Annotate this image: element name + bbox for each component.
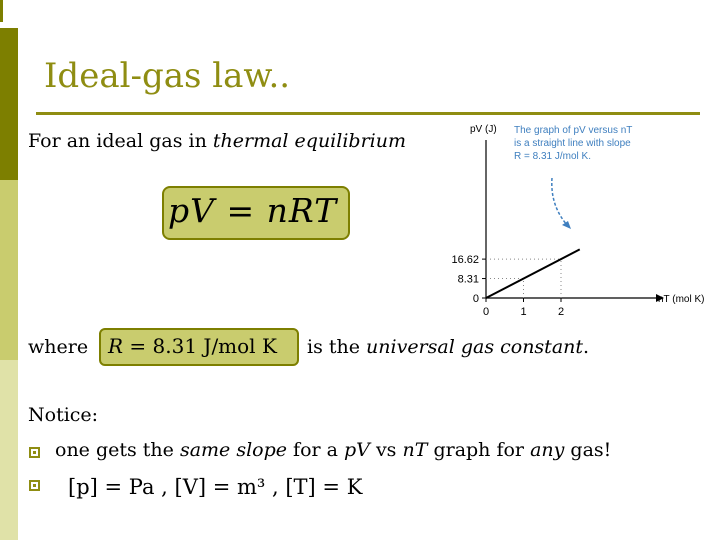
- desc-suffix: .: [583, 336, 590, 358]
- intro-emphasis: thermal equilibrium: [212, 130, 406, 152]
- x-axis-label: nT (mol K): [658, 294, 705, 305]
- x-tick-label: 2: [557, 306, 565, 318]
- gas-constant-number: = 8.31 J/mol K: [123, 334, 277, 358]
- bullet-icon: [29, 447, 40, 458]
- y-tick-label: 0: [472, 293, 479, 305]
- bullet-units: [p] = Pa , [V] = m³ , [T] = K: [68, 475, 363, 499]
- accent-segment-mid: [0, 180, 18, 360]
- accent-notch: [0, 0, 3, 22]
- b1-part-f: nT: [402, 439, 428, 461]
- x-tick-label: 0: [482, 306, 490, 318]
- desc-emphasis: universal gas constant: [366, 336, 584, 358]
- slide-title: Ideal-gas law..: [44, 56, 291, 96]
- b1-part-h: any: [530, 439, 565, 461]
- gas-constant-symbol: R: [108, 334, 124, 358]
- ideal-gas-equation: pV = nRT: [168, 191, 338, 230]
- accent-segment-light: [0, 360, 18, 540]
- left-accent-bar: [0, 0, 18, 540]
- intro-text: [28, 130, 406, 152]
- y-tick-label: 8.31: [457, 273, 479, 286]
- annotation-line-2: is a straight line with slope: [514, 138, 631, 149]
- where-label: where: [28, 336, 89, 358]
- title-divider: [36, 112, 700, 115]
- annotation-line-3: R = 8.31 J/mol K.: [514, 151, 591, 162]
- y-axis-label: pV (J): [470, 124, 497, 135]
- accent-segment-dark: [0, 28, 18, 180]
- annotation-line-1: The graph of pV versus nT: [514, 125, 633, 136]
- pv-vs-nt-graph: [440, 118, 720, 328]
- bullet-icon: [29, 480, 40, 491]
- b1-part-i: gas!: [564, 439, 612, 461]
- bullet-same-slope: [55, 439, 611, 461]
- annotation-arrowhead: [562, 221, 571, 229]
- y-tick-label: 16.62: [451, 254, 479, 267]
- gas-constant-value: [108, 334, 277, 358]
- b1-part-d: pV: [344, 439, 370, 461]
- desc-prefix: is the: [307, 336, 367, 358]
- series-line: [486, 249, 580, 298]
- notice-label: Notice:: [28, 404, 99, 426]
- b1-part-b: same slope: [179, 439, 288, 461]
- x-tick-label: 1: [520, 306, 527, 318]
- accent-segment-top: [0, 0, 18, 30]
- b1-part-c: for a: [287, 439, 345, 461]
- annotation-arrow: [552, 178, 568, 226]
- b1-part-e: vs: [369, 439, 403, 461]
- gas-constant-description: [307, 336, 589, 358]
- b1-part-a: one gets the: [55, 439, 180, 461]
- b1-part-g: graph for: [427, 439, 531, 461]
- intro-prefix: For an ideal gas in: [28, 130, 213, 152]
